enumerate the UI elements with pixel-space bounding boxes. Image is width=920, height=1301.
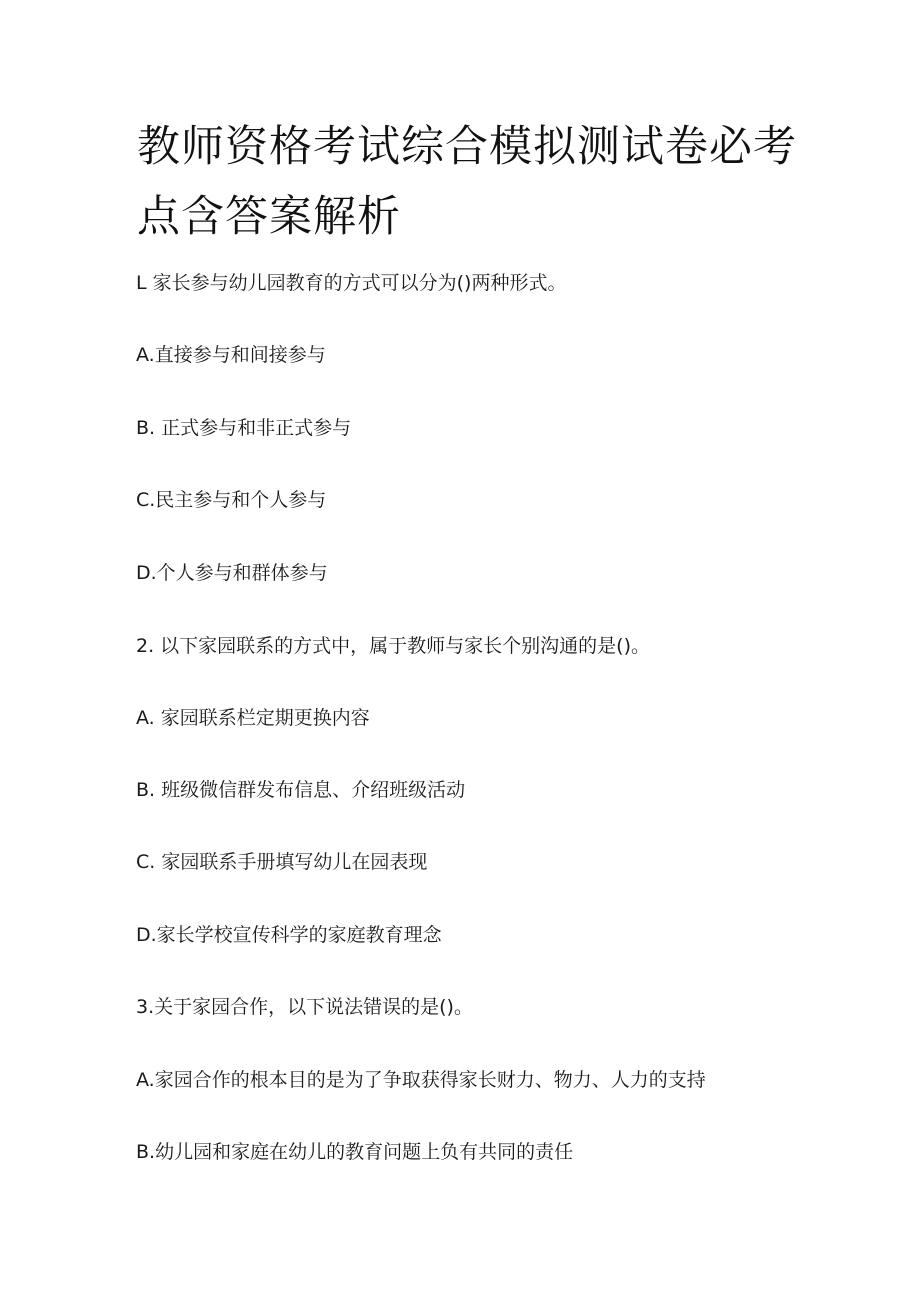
question-3-option-b: B.幼儿园和家庭在幼儿的教育问题上负有共同的责任 <box>136 1141 574 1163</box>
question-1-stem: L 家长参与幼儿园教育的方式可以分为()两种形式。 <box>136 272 567 294</box>
question-1-option-d: D.个人参与和群体参与 <box>136 562 328 584</box>
question-3-stem: 3.关于家园合作，以下说法错误的是()。 <box>136 996 473 1018</box>
question-3-option-a: A.家园合作的根本目的是为了争取获得家长财力、物力、人力的支持 <box>136 1069 706 1091</box>
question-1-option-a: A.直接参与和间接参与 <box>136 344 326 366</box>
question-2-option-a: A. 家园联系栏定期更换内容 <box>136 707 370 729</box>
page-title: 教师资格考试综合模拟测试卷必考点含答案解析 <box>137 122 797 242</box>
question-2-option-d: D.家长学校宣传科学的家庭教育理念 <box>136 924 442 946</box>
question-1-option-b: B. 正式参与和非正式参与 <box>136 417 352 439</box>
question-1-option-c: C.民主参与和个人参与 <box>136 489 327 511</box>
question-2-option-b: B. 班级微信群发布信息、介绍班级活动 <box>136 779 466 801</box>
question-2-option-c: C. 家园联系手册填写幼儿在园表现 <box>136 851 428 873</box>
question-2-stem: 2. 以下家园联系的方式中，属于教师与家长个别沟通的是()。 <box>136 635 650 657</box>
